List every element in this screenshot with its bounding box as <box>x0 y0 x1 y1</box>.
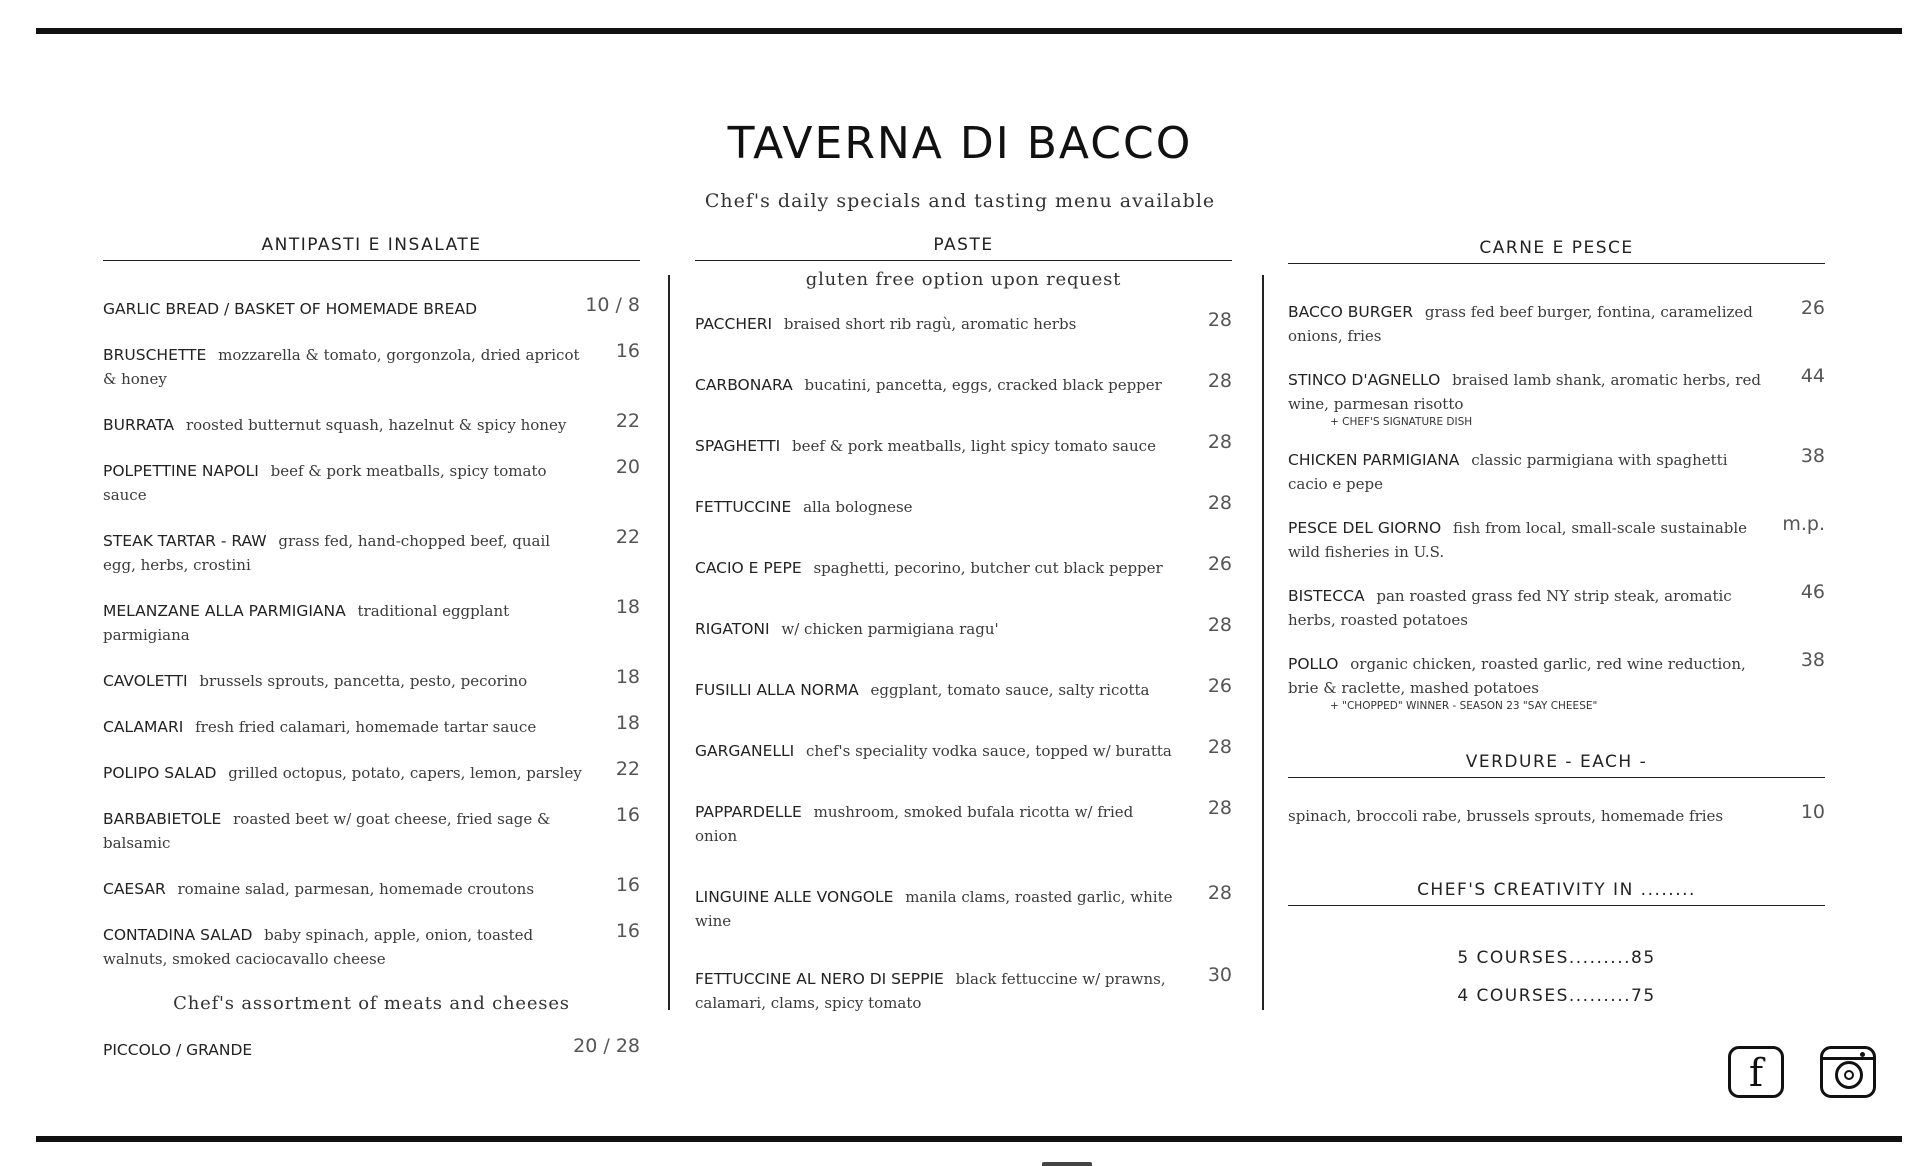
menu-item <box>103 712 640 739</box>
item-price: 28 <box>1207 797 1232 819</box>
menu-item <box>695 431 1232 458</box>
item-name: BARBABIETOLE <box>103 810 222 828</box>
restaurant-tagline: Chef's daily specials and tasting menu available <box>704 190 1216 212</box>
item-price: 28 <box>1207 614 1232 636</box>
item-name: GARGANELLI <box>695 742 795 760</box>
item-name: FETTUCCINE <box>695 498 792 516</box>
instagram-icon[interactable] <box>1820 1046 1876 1098</box>
menu-item <box>695 309 1232 336</box>
item-price: 22 <box>615 526 640 548</box>
item-name: MELANZANE ALLA PARMIGIANA <box>103 602 346 620</box>
item-price: 18 <box>615 712 640 734</box>
item-name: BACCO BURGER <box>1288 303 1414 321</box>
item-price: 46 <box>1800 581 1825 603</box>
item-desc: grass fed, hand-chopped beef, quail egg, herbs, crostini <box>103 532 551 574</box>
item-price: 28 <box>1207 309 1232 331</box>
menu-item <box>1288 649 1825 712</box>
item-desc: baby spinach, apple, onion, toasted walnuts, smoked caciocavallo cheese <box>103 926 534 968</box>
item-name: PESCE DEL GIORNO <box>1288 519 1442 537</box>
item-price: 28 <box>1207 431 1232 453</box>
menu-item <box>103 804 640 855</box>
item-price: 28 <box>1207 882 1232 904</box>
item-name: FETTUCCINE AL NERO DI SEPPIE <box>695 970 944 988</box>
item-note: + CHEF'S SIGNATURE DISH <box>1330 416 1473 428</box>
item-desc: mushroom, smoked bufala ricotta w/ fried onion <box>695 803 1134 845</box>
item-desc: spinach, broccoli rabe, brussels sprouts, homemade fries <box>1288 807 1724 825</box>
item-desc: traditional eggplant parmigiana <box>103 602 510 644</box>
item-price: 30 <box>1207 964 1232 986</box>
item-desc: beef & pork meatballs, light spicy tomato sauce <box>792 437 1156 455</box>
item-price: 20 / 28 <box>573 1035 640 1057</box>
menu-item <box>103 456 640 507</box>
item-name: CARBONARA <box>695 376 793 394</box>
menu-item <box>695 736 1232 763</box>
item-price: 10 / 8 <box>585 294 640 316</box>
item-desc: w/ chicken parmigiana ragu' <box>781 620 999 638</box>
item-desc: mozzarella & tomato, gorgonzola, dried apricot & honey <box>103 346 580 388</box>
menu-item <box>695 492 1232 519</box>
item-name: BURRATA <box>103 416 175 434</box>
gluten-free-note: gluten free option upon request <box>805 269 1122 290</box>
item-note: + "CHOPPED" WINNER - SEASON 23 "SAY CHEESE" <box>1330 700 1598 712</box>
item-name: FUSILLI ALLA NORMA <box>695 681 859 699</box>
assortment-note: Chef's assortment of meats and cheeses <box>173 993 570 1014</box>
item-name: GARLIC BREAD / BASKET OF HOMEMADE BREAD <box>103 300 478 318</box>
tasting-course-option: 4 COURSES.........75 <box>1457 986 1656 1006</box>
item-name: CAVOLETTI <box>103 672 188 690</box>
menu-item <box>695 675 1232 702</box>
item-desc: fish from local, small-scale sustainable wild fisheries in U.S. <box>1288 519 1748 561</box>
menu-item <box>695 370 1232 397</box>
item-desc: black fettuccine w/ prawns, calamari, clams, spicy tomato <box>695 970 1166 1012</box>
bottom-rule <box>36 1136 1902 1142</box>
verdure-heading: VERDURE - EACH - <box>1288 750 1825 778</box>
item-price: 26 <box>1800 297 1825 319</box>
page-indicator <box>1042 1162 1092 1166</box>
item-price: 26 <box>1207 675 1232 697</box>
menu-item <box>103 294 640 321</box>
item-name: POLPETTINE NAPOLI <box>103 462 259 480</box>
item-name: POLLO <box>1288 655 1339 673</box>
top-rule <box>36 28 1902 34</box>
antipasti-section <box>103 233 640 1062</box>
item-desc: manila clams, roasted garlic, white wine <box>695 888 1173 930</box>
menu-item <box>695 797 1232 848</box>
menu-item <box>1288 513 1825 564</box>
menu-item <box>103 874 640 901</box>
item-price: 38 <box>1800 649 1825 671</box>
menu-item <box>103 666 640 693</box>
item-price: m.p. <box>1782 513 1825 535</box>
menu-item <box>103 340 640 391</box>
creativity-heading: CHEF'S CREATIVITY IN ........ <box>1288 878 1825 906</box>
tasting-course-option: 5 COURSES.........85 <box>1457 948 1656 968</box>
carne-list <box>1288 297 1825 712</box>
item-desc: roasted beet w/ goat cheese, fried sage & balsamic <box>103 810 551 852</box>
item-price: 16 <box>615 804 640 826</box>
menu-item <box>103 410 640 437</box>
menu-item <box>1288 801 1825 828</box>
item-desc: braised short rib ragù, aromatic herbs <box>783 315 1077 333</box>
item-price: 18 <box>615 596 640 618</box>
item-desc: classic parmigiana with spaghetti cacio e pepe <box>1288 451 1728 493</box>
item-desc: eggplant, tomato sauce, salty ricotta <box>870 681 1150 699</box>
item-desc: grilled octopus, potato, capers, lemon, parsley <box>228 764 582 782</box>
item-price: 26 <box>1207 553 1232 575</box>
item-price: 28 <box>1207 492 1232 514</box>
carne-heading: CARNE E PESCE <box>1288 236 1825 264</box>
item-price: 16 <box>615 920 640 942</box>
item-desc: organic chicken, roasted garlic, red wine reduction, brie & raclette, mashed potatoes <box>1288 655 1746 697</box>
antipasti-list <box>103 294 640 971</box>
item-name: CHICKEN PARMIGIANA <box>1288 451 1460 469</box>
menu-item <box>103 526 640 577</box>
item-desc: bucatini, pancetta, eggs, cracked black pepper <box>804 376 1162 394</box>
item-price: 16 <box>615 874 640 896</box>
item-desc: beef & pork meatballs, spicy tomato sauce <box>103 462 547 504</box>
item-name: LINGUINE ALLE VONGOLE <box>695 888 894 906</box>
item-desc: fresh fried calamari, homemade tartar sauce <box>195 718 537 736</box>
item-name: PACCHERI <box>695 315 773 333</box>
menu-item <box>103 1035 640 1062</box>
item-desc: chef's speciality vodka sauce, topped w/ buratta <box>806 742 1172 760</box>
column-divider <box>668 275 670 1010</box>
facebook-icon[interactable]: f <box>1728 1046 1784 1098</box>
paste-list <box>695 309 1232 1015</box>
item-desc: pan roasted grass fed NY strip steak, aromatic herbs, roasted potatoes <box>1288 587 1732 629</box>
column-divider <box>1262 275 1264 1010</box>
menu-item <box>1288 297 1825 348</box>
item-name: PICCOLO / GRANDE <box>103 1041 253 1059</box>
item-name: PAPPARDELLE <box>695 803 802 821</box>
item-price: 10 <box>1800 801 1825 823</box>
item-price: 20 <box>615 456 640 478</box>
restaurant-name: TAVERNA DI BACCO <box>727 118 1193 169</box>
menu-item <box>103 758 640 785</box>
item-desc: spaghetti, pecorino, butcher cut black pepper <box>813 559 1163 577</box>
antipasti-heading: ANTIPASTI E INSALATE <box>103 233 640 261</box>
item-name: STEAK TARTAR - RAW <box>103 532 267 550</box>
menu-item <box>103 920 640 971</box>
item-desc: brussels sprouts, pancetta, pesto, pecorino <box>199 672 528 690</box>
item-desc: braised lamb shank, aromatic herbs, red wine, parmesan risotto <box>1288 371 1761 413</box>
menu-item <box>695 964 1232 1015</box>
paste-heading: PASTE <box>695 233 1232 261</box>
item-name: BRUSCHETTE <box>103 346 207 364</box>
menu-item <box>695 882 1232 933</box>
menu-item <box>1288 581 1825 632</box>
item-name: STINCO D'AGNELLO <box>1288 371 1441 389</box>
item-price: 28 <box>1207 370 1232 392</box>
item-price: 28 <box>1207 736 1232 758</box>
menu-item <box>695 614 1232 641</box>
paste-section <box>695 233 1232 1015</box>
item-name: SPAGHETTI <box>695 437 781 455</box>
item-name: CONTADINA SALAD <box>103 926 253 944</box>
item-name: CALAMARI <box>103 718 184 736</box>
menu-item <box>103 596 640 647</box>
item-name: CAESAR <box>103 880 166 898</box>
menu-item <box>1288 365 1825 428</box>
item-price: 38 <box>1800 445 1825 467</box>
carne-section <box>1288 236 1825 1006</box>
item-price: 22 <box>615 410 640 432</box>
item-name: BISTECCA <box>1288 587 1365 605</box>
item-name: CACIO E PEPE <box>695 559 802 577</box>
item-desc: alla bolognese <box>803 498 913 516</box>
item-desc: roosted butternut squash, hazelnut & spicy honey <box>185 416 567 434</box>
menu-item <box>1288 445 1825 496</box>
item-name: RIGATONI <box>695 620 770 638</box>
item-name: POLIPO SALAD <box>103 764 217 782</box>
item-price: 44 <box>1800 365 1825 387</box>
item-price: 16 <box>615 340 640 362</box>
menu-item <box>695 553 1232 580</box>
item-price: 22 <box>615 758 640 780</box>
item-price: 18 <box>615 666 640 688</box>
item-desc: grass fed beef burger, fontina, caramelized onions, fries <box>1288 303 1753 345</box>
item-desc: romaine salad, parmesan, homemade croutons <box>177 880 535 898</box>
